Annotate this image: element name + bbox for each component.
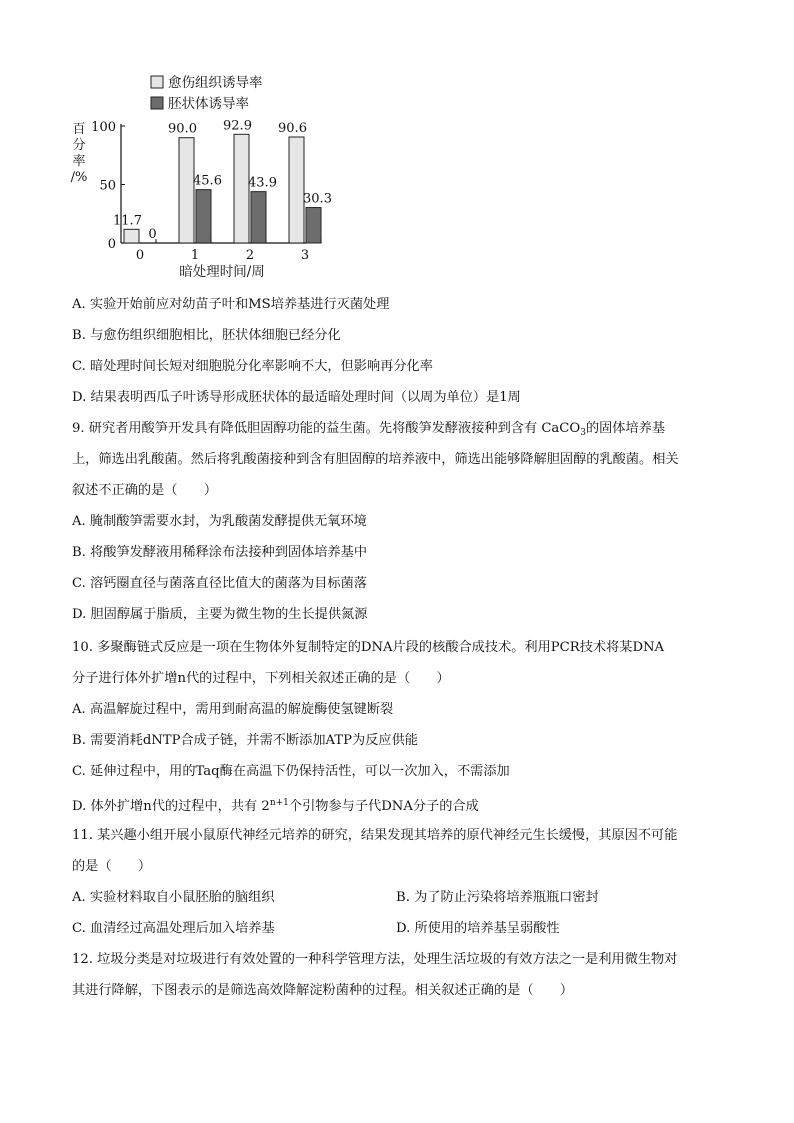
q9-option-a: A. 腌制酸笋需要水封，为乳酸菌发酵提供无氧环境	[72, 514, 367, 529]
q10-option-d-superscript: n+1	[269, 798, 289, 808]
q12-stem-line2: 其进行降解，下图表示的是筛选高效降解淀粉菌种的过程。相关叙述正确的是（ ）	[72, 983, 574, 998]
y-tick-label: 0	[107, 237, 116, 252]
x-tick-label: 3	[300, 248, 310, 263]
q9-stem-text-cont: 的固体培养基	[585, 421, 666, 436]
q10-stem-line1: 10. 多聚酶链式反应是一项在生物体外复制特定的DNA片段的核酸合成技术。利用PCR技术将某DNA	[72, 640, 665, 655]
q9-stem-text: 9. 研究者用酸笋开发具有降低胆固醇功能的益生菌。先将酸笋发酵液接种到含有 CaCO	[72, 421, 581, 436]
x-tick-label: 2	[245, 248, 255, 263]
q11-option-c: C. 血清经过高温处理后加入培养基	[72, 921, 275, 936]
q8-option-b: B. 与愈伤组织细胞相比，胚状体细胞已经分化	[72, 328, 341, 343]
legend-swatch	[151, 76, 163, 88]
q10-option-d	[72, 793, 479, 817]
legend-label: 愈伤组织诱导率	[168, 75, 263, 91]
legend-swatch	[151, 97, 163, 109]
data-label: 30.3	[303, 191, 332, 207]
q9-option-d: D. 胆固醇属于脂质，主要为微生物的生长提供氮源	[72, 607, 368, 622]
bar	[179, 138, 194, 243]
q11-option-b: B. 为了防止污染将培养瓶瓶口密封	[396, 890, 599, 905]
q8-option-d: D. 结果表明西瓜子叶诱导形成胚状体的最适暗处理时间（以周为单位）是1周	[72, 390, 521, 405]
y-tick-label: 50	[99, 178, 116, 194]
x-tick-label: 0	[135, 248, 145, 263]
q9-option-c: C. 溶钙圈直径与菌落直径比值大的菌落为目标菌落	[72, 576, 367, 591]
q8-option-a: A. 实验开始前应对幼苗子叶和MS培养基进行灭菌处理	[72, 297, 390, 312]
data-label: 43.9	[248, 175, 277, 191]
q10-stem-line2: 分子进行体外扩增n代的过程中，下列相关叙述正确的是（ ）	[72, 671, 450, 686]
bar-chart	[60, 66, 360, 286]
data-label: 90.6	[278, 120, 307, 136]
legend-label: 胚状体诱导率	[168, 96, 249, 112]
q10-option-b: B. 需要消耗dNTP合成子链，并需不断添加ATP为反应供能	[72, 733, 418, 748]
data-label: 0	[148, 227, 157, 242]
data-label: 45.6	[193, 173, 222, 189]
bar	[306, 208, 321, 243]
q11-stem-line1: 11. 某兴趣小组开展小鼠原代神经元培养的研究，结果发现其培养的原代神经元生长缓慢，其原因不可能	[72, 828, 678, 843]
q9-stem-line3: 叙述不正确的是（ ）	[72, 483, 218, 498]
bar	[196, 190, 211, 243]
q10-option-a: A. 高温解旋过程中，需用到耐高温的解旋酶使氢键断裂	[72, 702, 394, 717]
x-tick-label: 1	[190, 248, 200, 263]
q8-option-c: C. 暗处理时间长短对细胞脱分化率影响不大，但影响再分化率	[72, 359, 433, 374]
y-axis-label: 百	[72, 122, 86, 137]
q11-option-d: D. 所使用的培养基呈弱酸性	[396, 921, 560, 936]
y-axis-label: 分	[72, 138, 86, 153]
q12-stem-line1: 12. 垃圾分类是对垃圾进行有效处置的一种科学管理方法，处理生活垃圾的有效方法之一是利用微生物对	[72, 952, 678, 967]
q9-option-b: B. 将酸笋发酵液用稀释涂布法接种到固体培养基中	[72, 545, 368, 560]
q10-option-d-text: D. 体外扩增n代的过程中，共有 2	[72, 799, 270, 814]
q9-stem-subscript: 3	[580, 428, 586, 438]
q9-stem-line1	[72, 419, 665, 443]
q10-option-c: C. 延伸过程中，用的Taq酶在高温下仍保持活性，可以一次加入，不需添加	[72, 764, 510, 779]
q10-option-d-text-cont: 个引物参与子代DNA分子的合成	[288, 799, 479, 814]
data-label: 92.9	[223, 118, 252, 134]
data-label: 11.7	[113, 213, 142, 229]
q11-stem-line2: 的是（ ）	[72, 859, 152, 874]
y-axis-label: /%	[70, 170, 88, 185]
bar	[289, 137, 304, 243]
bar	[251, 192, 266, 243]
y-axis-label: 率	[72, 154, 86, 169]
q9-stem-line2: 上，筛选出乳酸菌。然后将乳酸菌接种到含有胆固醇的培养液中，筛选出能够降解胆固醇的乳酸菌。相关	[72, 452, 679, 467]
y-tick-label: 100	[91, 120, 116, 135]
data-label: 90.0	[168, 121, 197, 137]
x-axis-label: 暗处理时间/周	[179, 264, 265, 280]
bar-chart-svg	[60, 66, 360, 286]
q11-option-a: A. 实验材料取自小鼠胚胎的脑组织	[72, 890, 275, 905]
bar	[234, 134, 249, 243]
bar	[124, 229, 139, 243]
